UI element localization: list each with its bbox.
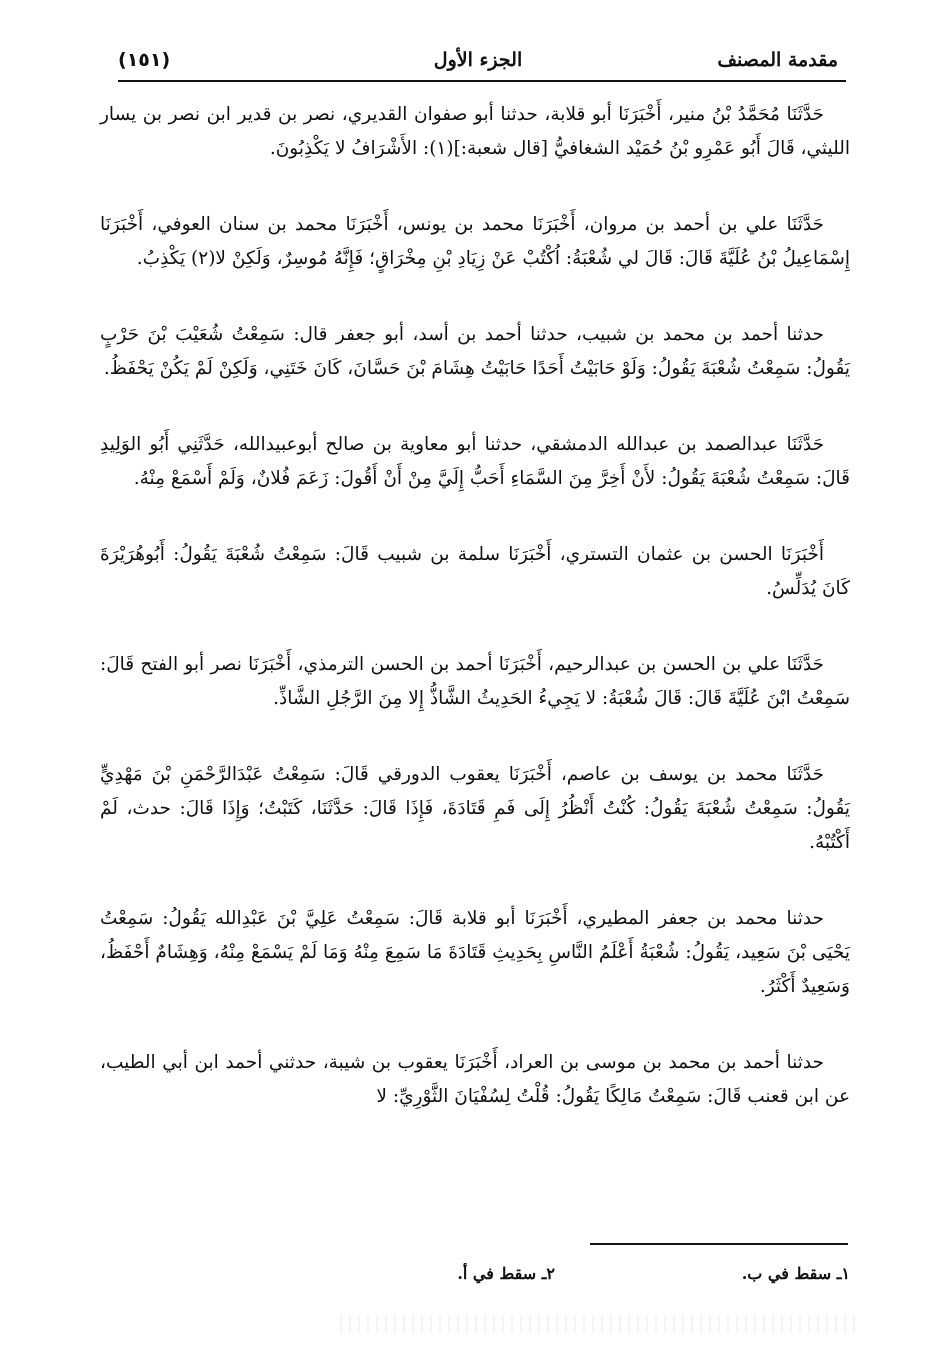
volume-title: الجزء الأول — [433, 49, 523, 71]
paragraph: حدثنا محمد بن جعفر المطيري، أَخْبَرَنَا أبو قلابة قَالَ: سَمِعْتُ عَلِيَّ بْنَ عَبْدِالله يَقُولُ: سَمِعْتُ يَحْيَى بْنَ سَعِيد، يَقُولُ: شُعْبَةُ أَعْلَمُ النَّاسِ بِحَدِيثِ قَتَادَةَ مَا سَمِعَ مِنْهُ وَمَا لَمْ يَسْمَعْ مِنْهُ، وَهِشَامٌ أَحْفَظُ، وَسَعِيدٌ أَكْثَرُ. — [100, 908, 850, 997]
footnote: ٢ـ سقط في أ. — [457, 1264, 555, 1283]
paragraph: أَخْبَرَنَا الحسن بن عثمان التستري، أَخْبَرَنَا سلمة بن شبيب قَالَ: سَمِعْتُ شُعْبَةَ يَقُولُ: أَبُوهُرَيْرَةَ كَانَ يُدَلِّسُ. — [100, 544, 850, 599]
paragraph: حَدَّثَنَا عبدالصمد بن عبدالله الدمشقي، حدثنا أبو معاوية بن صالح أبوعبيدالله، حَدَّثَنِي أَبُو الوَلِيدِ قَالَ: سَمِعْتُ شُعْبَةَ يَقُولُ: لأَنْ أَخِرَّ مِنَ السَّمَاءِ أَحَبُّ إِلَيَّ مِنْ أَنْ أَقُولَ: زَعَمَ فُلانٌ، وَلَمْ أَسْمَعْ مِنْهُ. — [100, 434, 850, 489]
header-divider — [118, 80, 846, 82]
paragraph: حدثنا أحمد بن محمد بن موسى بن العراد، أَخْبَرَنَا يعقوب بن شيبة، حدثني أحمد ابن أبي الطيب، عن ابن قعنب قَالَ: سَمِعْتُ مَالِكًا يَقُولُ: قُلْتُ لِسُفْيَانَ الثَّوْرِيِّ: لا — [100, 1052, 850, 1107]
paragraph: حَدَّثَنَا علي بن أحمد بن مروان، أَخْبَرَنَا محمد بن يونس، أَخْبَرَنَا محمد بن سنان العوفي، أَخْبَرَنَا إِسْمَاعِيلُ بْنُ عُلَيَّةَ قَالَ: قَالَ لي شُعْبَةُ: اُكْتُبْ عَنْ زِيَادِ بْنِ مِخْرَاقٍ؛ فَإِنَّهُ مُوسِرٌ، وَلَكِنْ لا(٢) يَكْذِبُ. — [100, 214, 850, 269]
paragraph: حَدَّثَنَا علي بن الحسن بن عبدالرحيم، أَخْبَرَنَا أحمد بن الحسن الترمذي، أَخْبَرَنَا نصر أبو الفتح قَالَ: سَمِعْتُ ابْنَ عُلَيَّةَ قَالَ: قَالَ شُعْبَةُ: لا يَجِيءُ الحَدِيثُ الشَّاذُّ إِلا مِنَ الرَّجُلِ الشَّاذِّ. — [100, 654, 850, 709]
paragraph: حَدَّثَنَا محمد بن يوسف بن عاصم، أَخْبَرَنَا يعقوب الدورقي قَالَ: سَمِعْتُ عَبْدَالرَّحْمَنِ بْنَ مَهْدِيٍّ يَقُولُ: سَمِعْتُ شُعْبَةَ يَقُولُ: كُنْتُ أَنْظُرُ إِلَى فَمِ قَتَادَةَ، فَإِذَا قَالَ: حَدَّثَنَا، كَتَبْتُ؛ وَإِذَا قَالَ: حدث، لَمْ أَكْتُبْهُ. — [100, 764, 850, 853]
main-text — [100, 98, 850, 1156]
footnotes — [380, 1262, 850, 1292]
paragraph: حدثنا أحمد بن محمد بن شبيب، حدثنا أحمد بن أسد، أبو جعفر قال: سَمِعْتُ شُعَيْبَ بْنَ حَرْبٍ يَقُولُ: سَمِعْتُ شُعْبَةَ يَقُولُ: وَلَوْ حَابَيْتُ أَحَدًا حَابَيْتُ هِشَامَ بْنَ حَسَّانَ، كَانَ خَتَنِي، وَلَكِنْ لَمْ يَكُنْ يَحْفَظُ. — [100, 324, 850, 379]
running-header — [118, 42, 838, 82]
scan-artifact — [340, 1315, 860, 1333]
footnote: ١ـ سقط في ب. — [741, 1264, 850, 1283]
page-number: (١٥١) — [118, 49, 171, 71]
footnote-divider — [590, 1243, 848, 1245]
paragraph: حَدَّثَنَا مُحَمَّدُ بْنُ منير، أَخْبَرَنَا أبو قلابة، حدثنا أبو صفوان القديري، نصر بن قدير ابن نصر بن يسار الليثي، قَالَ أَبُو عَمْرِو بْنُ حُمَيْد الشغافيُّ [قال شعبة:](١): الأَشْرَافُ لا يَكْذِبُونَ. — [100, 104, 850, 159]
section-title: مقدمة المصنف — [717, 49, 838, 71]
